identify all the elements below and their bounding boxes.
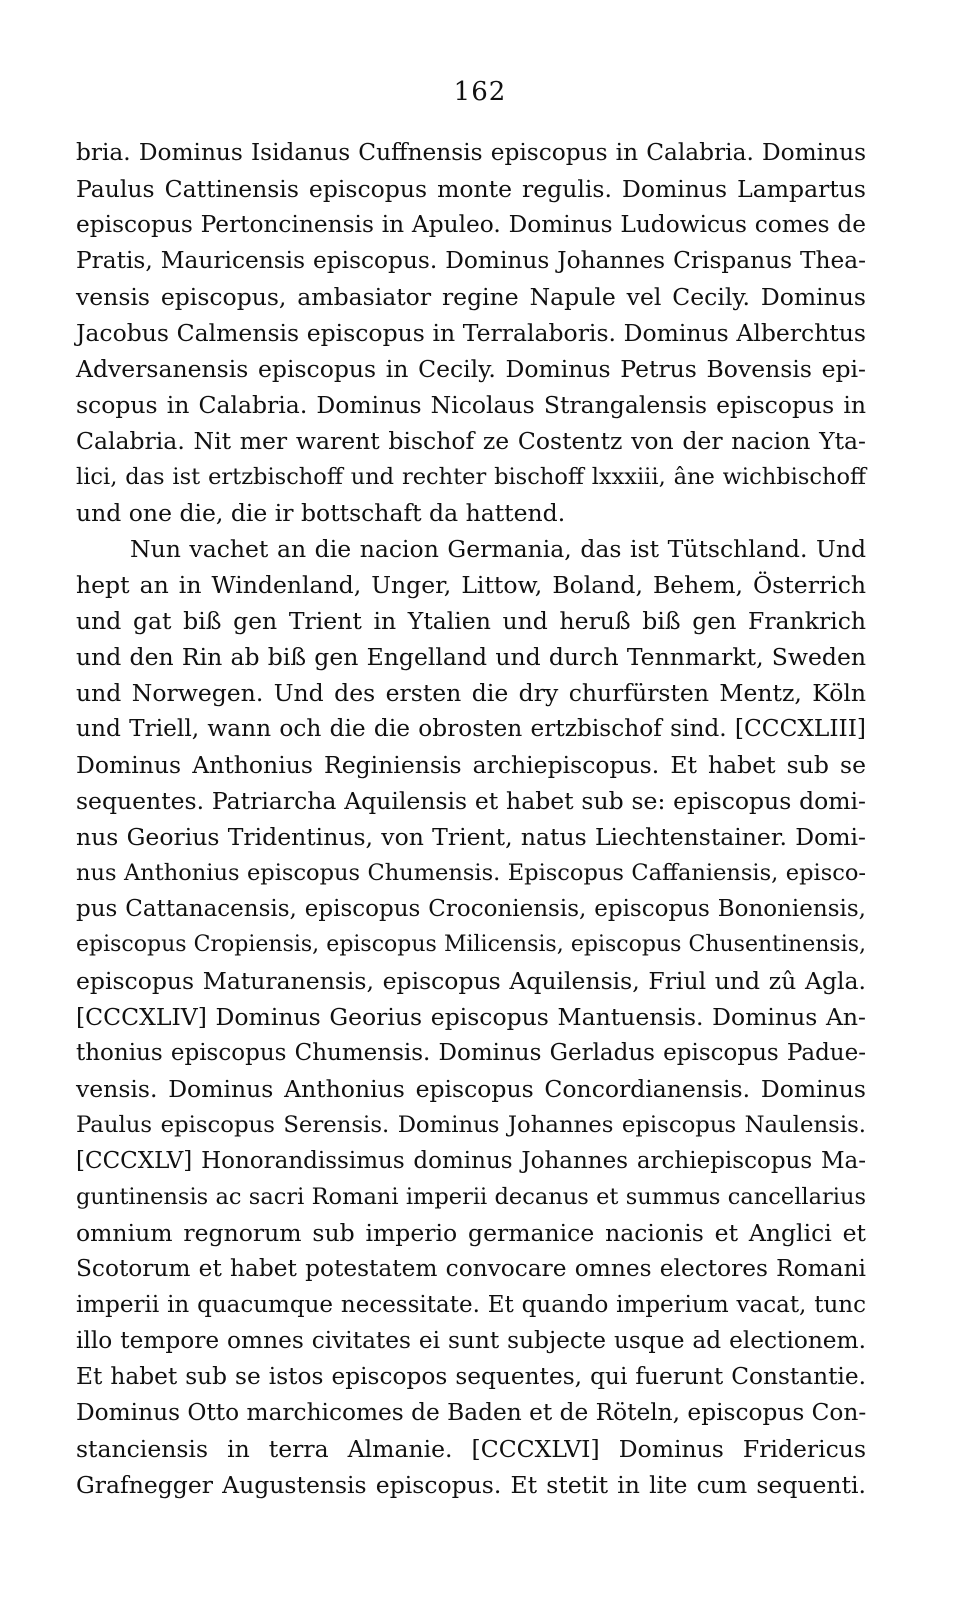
text-line: illo tempore omnes civitates ei sunt subjecte usque ad electionem. [76, 1327, 866, 1354]
text-line: Nun vachet an die nacion Germania, das ist Tütschland. Und [130, 535, 866, 563]
text-line: thonius episcopus Chumensis. Dominus Gerladus episcopus Padue- [76, 1040, 866, 1066]
text-line: episcopus Cropiensis, episcopus Milicensis, episcopus Chusentinensis, [76, 932, 866, 957]
text-line: Scotorum et habet potestatem convocare omnes electores Romani [76, 1255, 866, 1282]
text-line: und den Rin ab biß gen Engelland und durch Tennmarkt, Sweden [76, 643, 866, 671]
text-line: stanciensis in terra Almanie. [CCCXLVI] Dominus Fridericus [76, 1435, 866, 1463]
text-line: Dominus Anthonius Reginiensis archiepiscopus. Et habet sub se [76, 751, 866, 779]
text-line: episcopus Maturanensis, episcopus Aquilensis, Friul und zû Agla. [76, 967, 866, 995]
body-text [76, 135, 866, 1503]
text-line: und one die, die ir bottschaft da hattend. [76, 499, 566, 527]
text-line: scopus in Calabria. Dominus Nicolaus Strangalensis episcopus in [76, 391, 866, 419]
text-line: vensis. Dominus Anthonius episcopus Concordianensis. Dominus [76, 1075, 866, 1103]
text-line: lici, das ist ertzbischoff und rechter bischoff lxxxiii, âne wichbischoff [76, 464, 866, 490]
text-line: bria. Dominus Isidanus Cuffnensis episcopus in Calabria. Dominus [76, 139, 866, 166]
text-line: und gat biß gen Trient in Ytalien und heruß biß gen Frankrich [76, 607, 866, 635]
text-line: Jacobus Calmensis episcopus in Terralaboris. Dominus Alberchtus [76, 319, 866, 347]
text-line: Grafnegger Augustensis episcopus. Et stetit in lite cum sequenti. [76, 1471, 866, 1499]
text-line: und Triell, wann och die die obrosten ertzbischof sind. [CCCXLIII] [76, 715, 866, 742]
text-line: nus Georius Tridentinus, von Trient, natus Liechtenstainer. Domi- [76, 823, 866, 851]
paragraph-2 [76, 531, 866, 1503]
text-line: omnium regnorum sub imperio germanice nacionis et Anglici et [76, 1219, 866, 1247]
text-line: imperii in quacumque necessitate. Et quando imperium vacat, tunc [76, 1292, 866, 1318]
text-line: nus Anthonius episcopus Chumensis. Episcopus Caffaniensis, episco- [76, 860, 866, 886]
text-line: sequentes. Patriarcha Aquilensis et habet sub se: episcopus domi- [76, 787, 866, 815]
text-line: hept an in Windenland, Unger, Littow, Boland, Behem, Österrich [76, 571, 866, 599]
text-line: episcopus Pertoncinensis in Apuleo. Dominus Ludowicus comes de [76, 211, 866, 238]
text-line: Paulus episcopus Serensis. Dominus Johannes episcopus Naulensis. [76, 1112, 866, 1138]
text-line: Et habet sub se istos episcopos sequentes, qui fuerunt Constantie. [76, 1363, 866, 1390]
text-line: guntinensis ac sacri Romani imperii decanus et summus cancellarius [76, 1184, 866, 1210]
page-number: 162 [453, 77, 507, 107]
text-line: und Norwegen. Und des ersten die dry churfürsten Mentz, Köln [76, 679, 866, 707]
text-line: pus Cattanacensis, episcopus Croconiensis, episcopus Bononiensis, [76, 896, 866, 922]
text-line: [CCCXLIV] Dominus Georius episcopus Mantuensis. Dominus An- [76, 1003, 866, 1031]
text-line: Dominus Otto marchicomes de Baden et de Röteln, episcopus Con- [76, 1399, 867, 1426]
text-line: Adversanensis episcopus in Cecily. Dominus Petrus Bovensis epi- [76, 355, 866, 383]
text-line: vensis episcopus, ambasiator regine Napule vel Cecily. Dominus [76, 283, 866, 311]
paragraph-1 [76, 135, 866, 531]
text-line: Pratis, Mauricensis episcopus. Dominus Johannes Crispanus Thea- [76, 247, 866, 274]
text-line: Calabria. Nit mer warent bischof ze Costentz von der nacion Yta- [76, 427, 866, 455]
text-line: [CCCXLV] Honorandissimus dominus Johannes archiepiscopus Ma- [76, 1148, 866, 1174]
text-line: Paulus Cattinensis episcopus monte regulis. Dominus Lampartus [76, 175, 866, 203]
